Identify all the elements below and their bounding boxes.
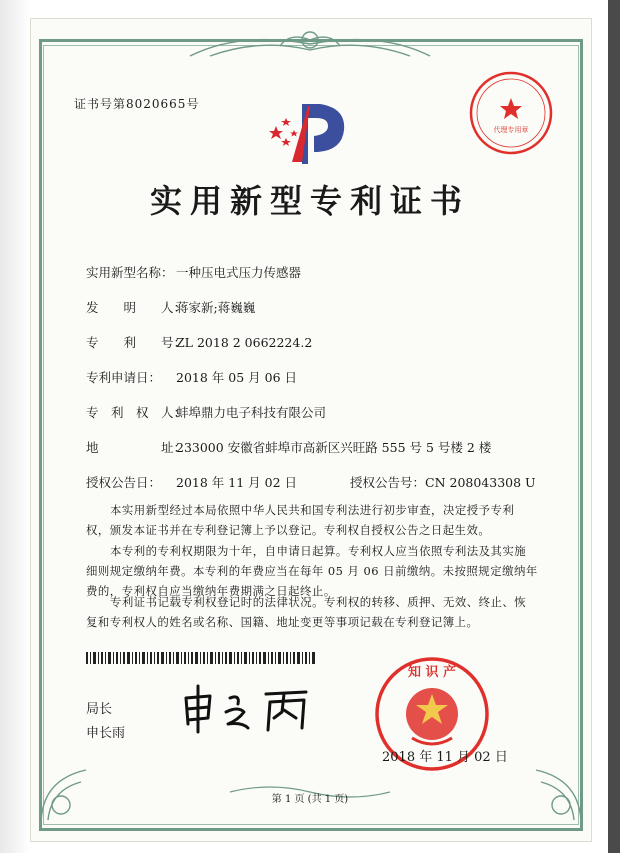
- field-value: 233000 安徽省蚌埠市高新区兴旺路 555 号 5 号楼 2 楼: [176, 440, 492, 455]
- field-label: 实用新型名称：: [86, 265, 174, 280]
- field-value: 蚌埠鼎力电子科技有限公司: [176, 405, 327, 420]
- field-grant-date: [86, 473, 297, 491]
- patent-office-logo: [262, 96, 352, 168]
- scan-shade: [0, 0, 30, 853]
- seal-date: 2018 年 11 月 02 日: [382, 750, 508, 765]
- field-value: CN 208043308 U: [425, 475, 536, 490]
- field-address: [86, 438, 491, 456]
- barcode: [86, 652, 316, 664]
- field-label: 地 址：: [86, 440, 187, 455]
- handwritten-signature: [178, 684, 348, 734]
- field-value: 一种压电式压力传感器: [176, 265, 302, 280]
- svg-text:代理专用章: 代理专用章: [493, 126, 529, 134]
- top-ornament: [180, 26, 440, 66]
- paragraph-register: 专利证书记载专利权登记时的法律状况。专利权的转移、质押、无效、终止、恢复和专利权人的姓名或名称、国籍、地址变更等事项记载在专利登记簿上。: [86, 595, 527, 629]
- field-application-date: [86, 368, 297, 386]
- field-label: 授权公告号：: [350, 475, 426, 490]
- field-grant-number: [350, 473, 536, 491]
- field-label: 发 明 人：: [86, 300, 187, 315]
- certificate-number: 证书号第8020665号: [74, 97, 200, 111]
- signer-name: 申长雨: [86, 726, 126, 741]
- field-name: [86, 263, 301, 281]
- agency-seal: [466, 68, 556, 158]
- field-value: 2018 年 05 月 06 日: [176, 370, 297, 385]
- svg-text:知 识 产: 知 识 产: [407, 665, 457, 680]
- field-patent-number: [86, 333, 312, 351]
- signer-title: 局长: [86, 702, 113, 717]
- field-label: 专 利 号：: [86, 335, 187, 350]
- field-inventor: [86, 298, 255, 316]
- paragraph-term: 本专利的专利权期限为十年，自申请日起算。专利权人应当依照专利法及其实施细则规定缴纳年费。本专利的年费应当在每年 05 月 06 日前缴纳。未按照规定缴纳年费的，专利权自应当缴纳年费期满之日起终止。: [86, 544, 538, 598]
- page-number: 第 1 页 (共 1 页): [271, 794, 349, 805]
- field-label: 授权公告日：: [86, 475, 162, 490]
- field-label: 专利申请日：: [86, 370, 162, 385]
- field-owner: [86, 403, 326, 421]
- field-label: 专 利 权 人：: [86, 405, 187, 420]
- field-value: 2018 年 11 月 02 日: [176, 475, 297, 490]
- scan-edge: [608, 0, 620, 853]
- field-value: 蒋家新;蒋巍巍: [176, 300, 256, 315]
- certificate-title: 实用新型专利证书: [149, 182, 470, 220]
- field-value: ZL 2018 2 0662224.2: [176, 335, 313, 350]
- paragraph-grant: 本实用新型经过本局依照中华人民共和国专利法进行初步审查，决定授予专利权，颁发本证书并在专利登记簿上予以登记。专利权自授权公告之日起生效。: [86, 503, 515, 537]
